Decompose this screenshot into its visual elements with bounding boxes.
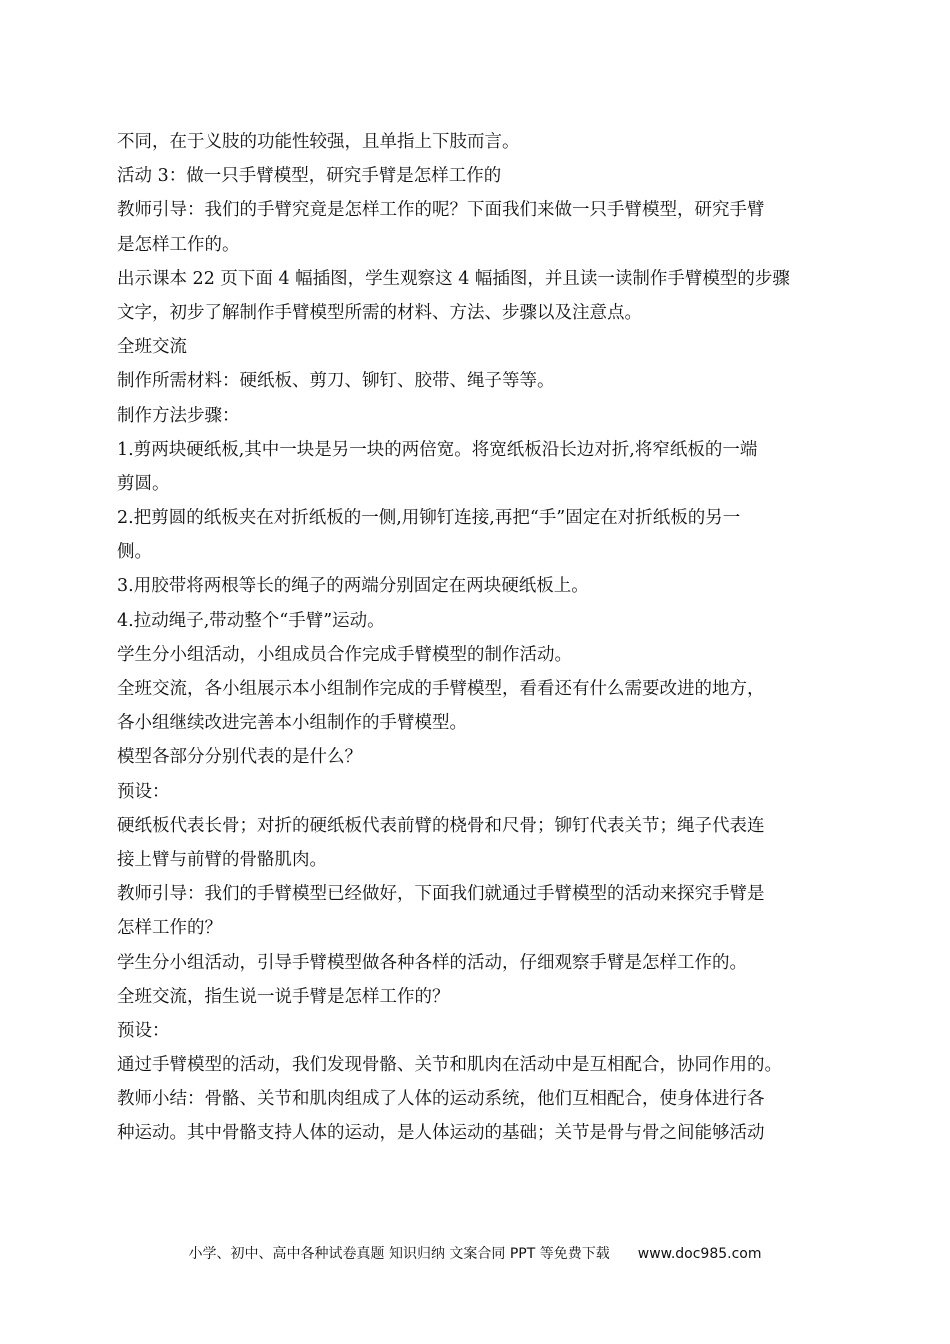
text-line: 4.拉动绳子,带动整个“手臂”运动。	[117, 610, 385, 631]
text-line: 通过手臂模型的活动，我们发现骨骼、关节和肌肉在活动中是互相配合，协同作用的。	[117, 1055, 782, 1076]
text-line: 制作方法步骤：	[117, 405, 240, 426]
text-line: 硬纸板代表长骨；对折的硬纸板代表前臂的桡骨和尺骨；铆钉代表关节；绳子代表连	[117, 815, 765, 836]
footer-link[interactable]: www.doc985.com	[637, 1246, 762, 1262]
text-line: 全班交流	[117, 337, 187, 358]
text-line: 预设：	[117, 781, 170, 802]
document-body	[117, 125, 842, 1151]
text-line: 接上臂与前臂的骨骼肌肉。	[117, 849, 327, 870]
text-line: 是怎样工作的。	[117, 234, 240, 255]
text-line: 活动 3：做一只手臂模型，研究手臂是怎样工作的	[117, 166, 502, 187]
text-line: 各小组继续改进完善本小组制作的手臂模型。	[117, 713, 467, 734]
text-line: 不同，在于义肢的功能性较强，且单指上下肢而言。	[117, 132, 520, 152]
page-footer	[0, 1243, 950, 1265]
footer-text: 小学、初中、高中各种试卷真题 知识归纳 文案合同 PPT 等免费下载	[188, 1246, 610, 1262]
text-line: 怎样工作的？	[117, 918, 222, 939]
text-line: 文字，初步了解制作手臂模型所需的材料、方法、步骤以及注意点。	[117, 302, 642, 323]
text-line: 教师引导：我们的手臂模型已经做好，下面我们就通过手臂模型的活动来探究手臂是	[117, 884, 765, 905]
text-line: 剪圆。	[117, 473, 170, 494]
text-line: 教师小结：骨骼、关节和肌肉组成了人体的运动系统，他们互相配合，使身体进行各	[117, 1089, 765, 1110]
text-line: 出示课本 22 页下面 4 幅插图，学生观察这 4 幅插图，并且读一读制作手臂模型的步骤	[117, 268, 790, 289]
text-line: 教师引导：我们的手臂究竟是怎样工作的呢？下面我们来做一只手臂模型，研究手臂	[117, 200, 765, 221]
text-line: 学生分小组活动，小组成员合作完成手臂模型的制作活动。	[117, 644, 572, 665]
text-line: 模型各部分分别代表的是什么？	[117, 747, 362, 768]
text-line: 2.把剪圆的纸板夹在对折纸板的一侧,用铆钉连接,再把“手”固定在对折纸板的另一	[117, 508, 741, 529]
text-line: 全班交流，指生说一说手臂是怎样工作的？	[117, 986, 450, 1007]
text-line: 1.剪两块硬纸板,其中一块是另一块的两倍宽。将宽纸板沿长边对折,将窄纸板的一端	[117, 439, 758, 460]
text-line: 学生分小组活动，引导手臂模型做各种各样的活动，仔细观察手臂是怎样工作的。	[117, 952, 747, 973]
text-line: 种运动。其中骨骼支持人体的运动，是人体运动的基础；关节是骨与骨之间能够活动	[117, 1123, 765, 1144]
text-line: 预设：	[117, 1020, 170, 1041]
text-line: 3.用胶带将两根等长的绳子的两端分别固定在两块硬纸板上。	[117, 576, 589, 597]
text-line: 制作所需材料：硬纸板、剪刀、铆钉、胶带、绳子等等。	[117, 371, 555, 392]
text-line: 侧。	[117, 542, 152, 563]
text-line: 全班交流，各小组展示本小组制作完成的手臂模型，看看还有什么需要改进的地方，	[117, 679, 765, 699]
